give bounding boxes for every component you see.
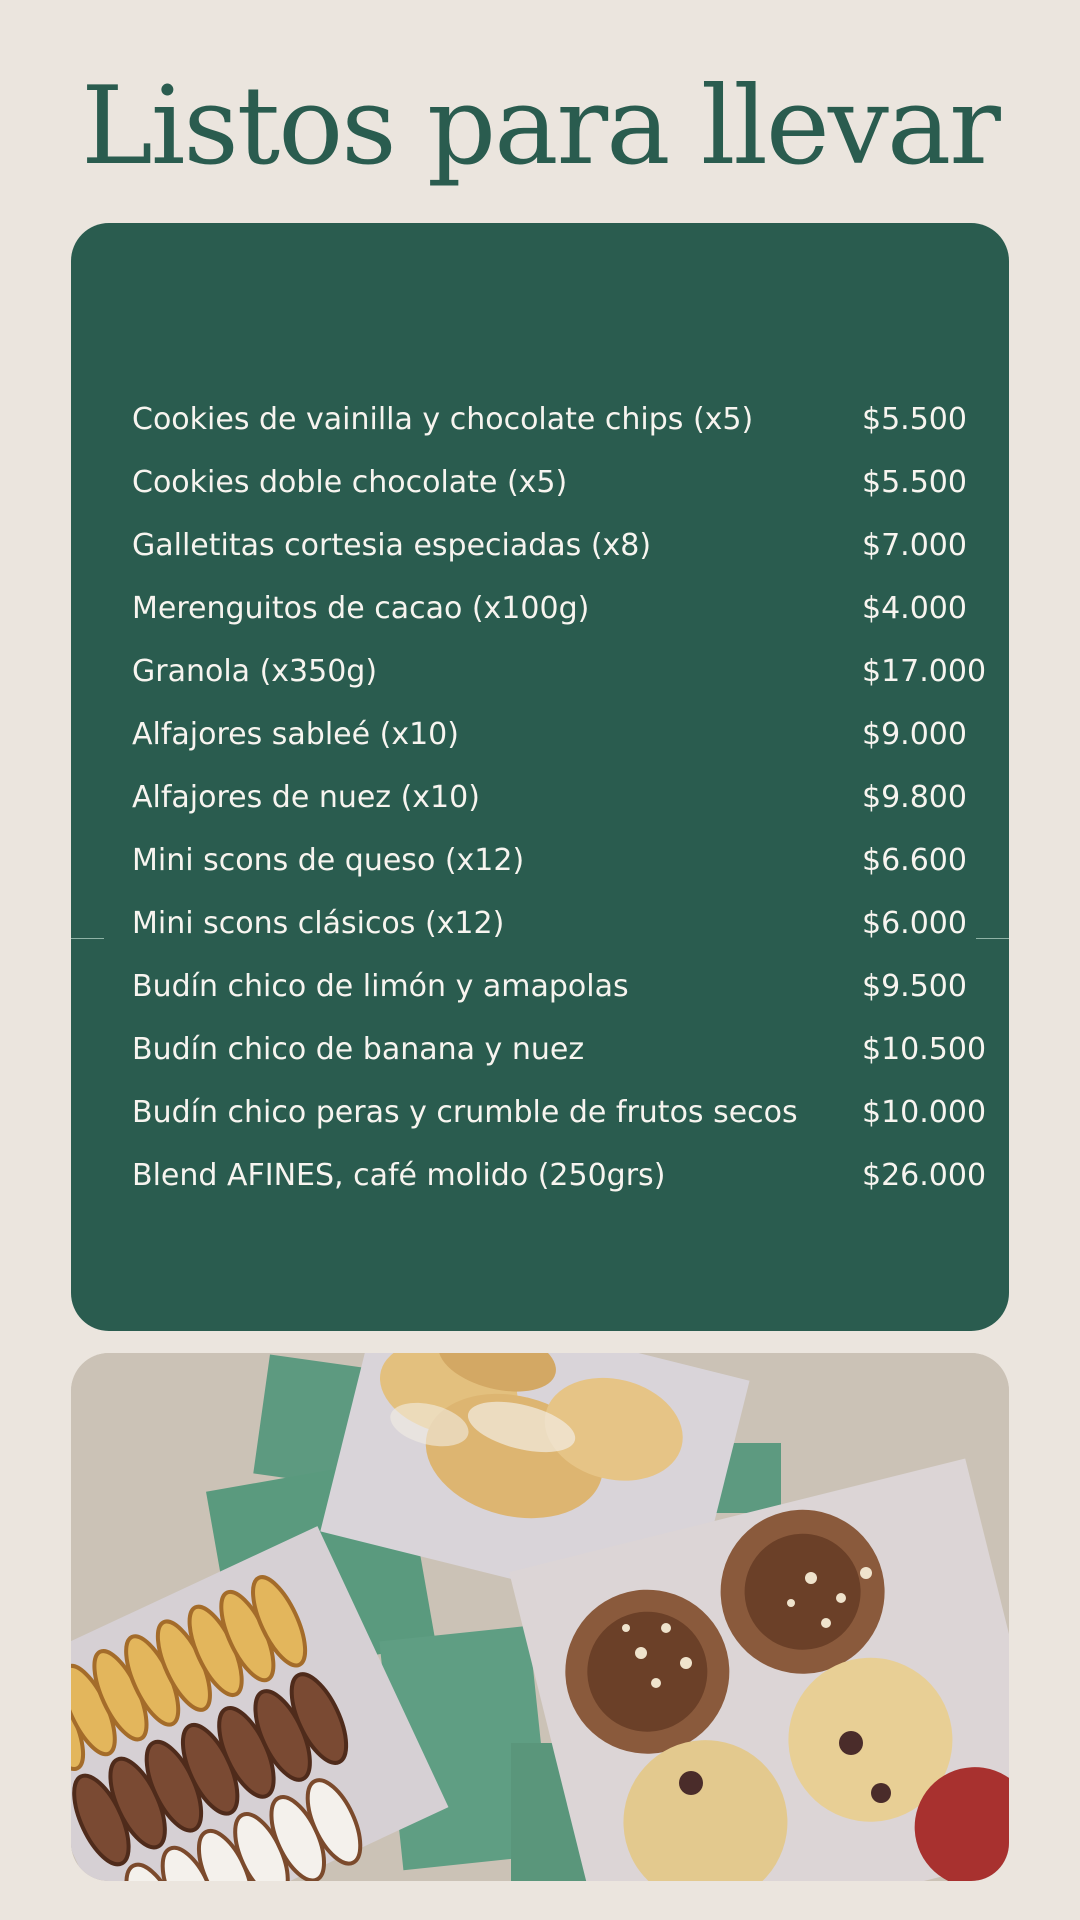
item-price: $4.000: [862, 591, 967, 626]
item-price: $10.500: [862, 1032, 987, 1067]
item-name: Blend AFINES, café molido (250grs): [132, 1158, 666, 1193]
page-title: Listos para llevar: [81, 64, 999, 189]
item-price: $17.000: [862, 654, 987, 689]
menu-item: [132, 955, 1002, 1018]
item-name: Alfajores de nuez (x10): [132, 780, 480, 815]
menu-item: [132, 766, 1002, 829]
item-price: $6.600: [862, 843, 967, 878]
item-price: $9.800: [862, 780, 967, 815]
menu-item: [132, 577, 1002, 640]
item-name: Cookies doble chocolate (x5): [132, 465, 568, 500]
item-price: $10.000: [862, 1095, 987, 1130]
item-name: Granola (x350g): [132, 654, 378, 689]
menu-item: [132, 1018, 1002, 1081]
bakery-photo-illustration: [71, 1353, 1009, 1881]
divider-left: [71, 938, 104, 939]
item-price: $7.000: [862, 528, 967, 563]
item-name: Merenguitos de cacao (x100g): [132, 591, 590, 626]
item-price: $5.500: [862, 465, 967, 500]
menu-list: [132, 388, 1002, 1207]
menu-item: [132, 829, 1002, 892]
item-name: Budín chico de banana y nuez: [132, 1032, 585, 1067]
item-price: $9.000: [862, 717, 967, 752]
menu-item: [132, 892, 1002, 955]
item-name: Budín chico peras y crumble de frutos secos: [132, 1095, 798, 1130]
item-price: $6.000: [862, 906, 967, 941]
menu-item: [132, 703, 1002, 766]
item-name: Mini scons clásicos (x12): [132, 906, 505, 941]
menu-item: [132, 640, 1002, 703]
menu-item: [132, 1081, 1002, 1144]
menu-item: [132, 1144, 1002, 1207]
item-name: Galletitas cortesia especiadas (x8): [132, 528, 652, 563]
menu-item: [132, 388, 1002, 451]
item-name: Budín chico de limón y amapolas: [132, 969, 629, 1004]
item-price: $26.000: [862, 1158, 987, 1193]
item-name: Alfajores sableé (x10): [132, 717, 459, 752]
item-name: Mini scons de queso (x12): [132, 843, 525, 878]
item-price: $9.500: [862, 969, 967, 1004]
item-price: $5.500: [862, 402, 967, 437]
item-name: Cookies de vainilla y chocolate chips (x5): [132, 402, 754, 437]
bakery-boxes-photo: [71, 1353, 1009, 1881]
menu-item: [132, 451, 1002, 514]
menu-item: [132, 514, 1002, 577]
